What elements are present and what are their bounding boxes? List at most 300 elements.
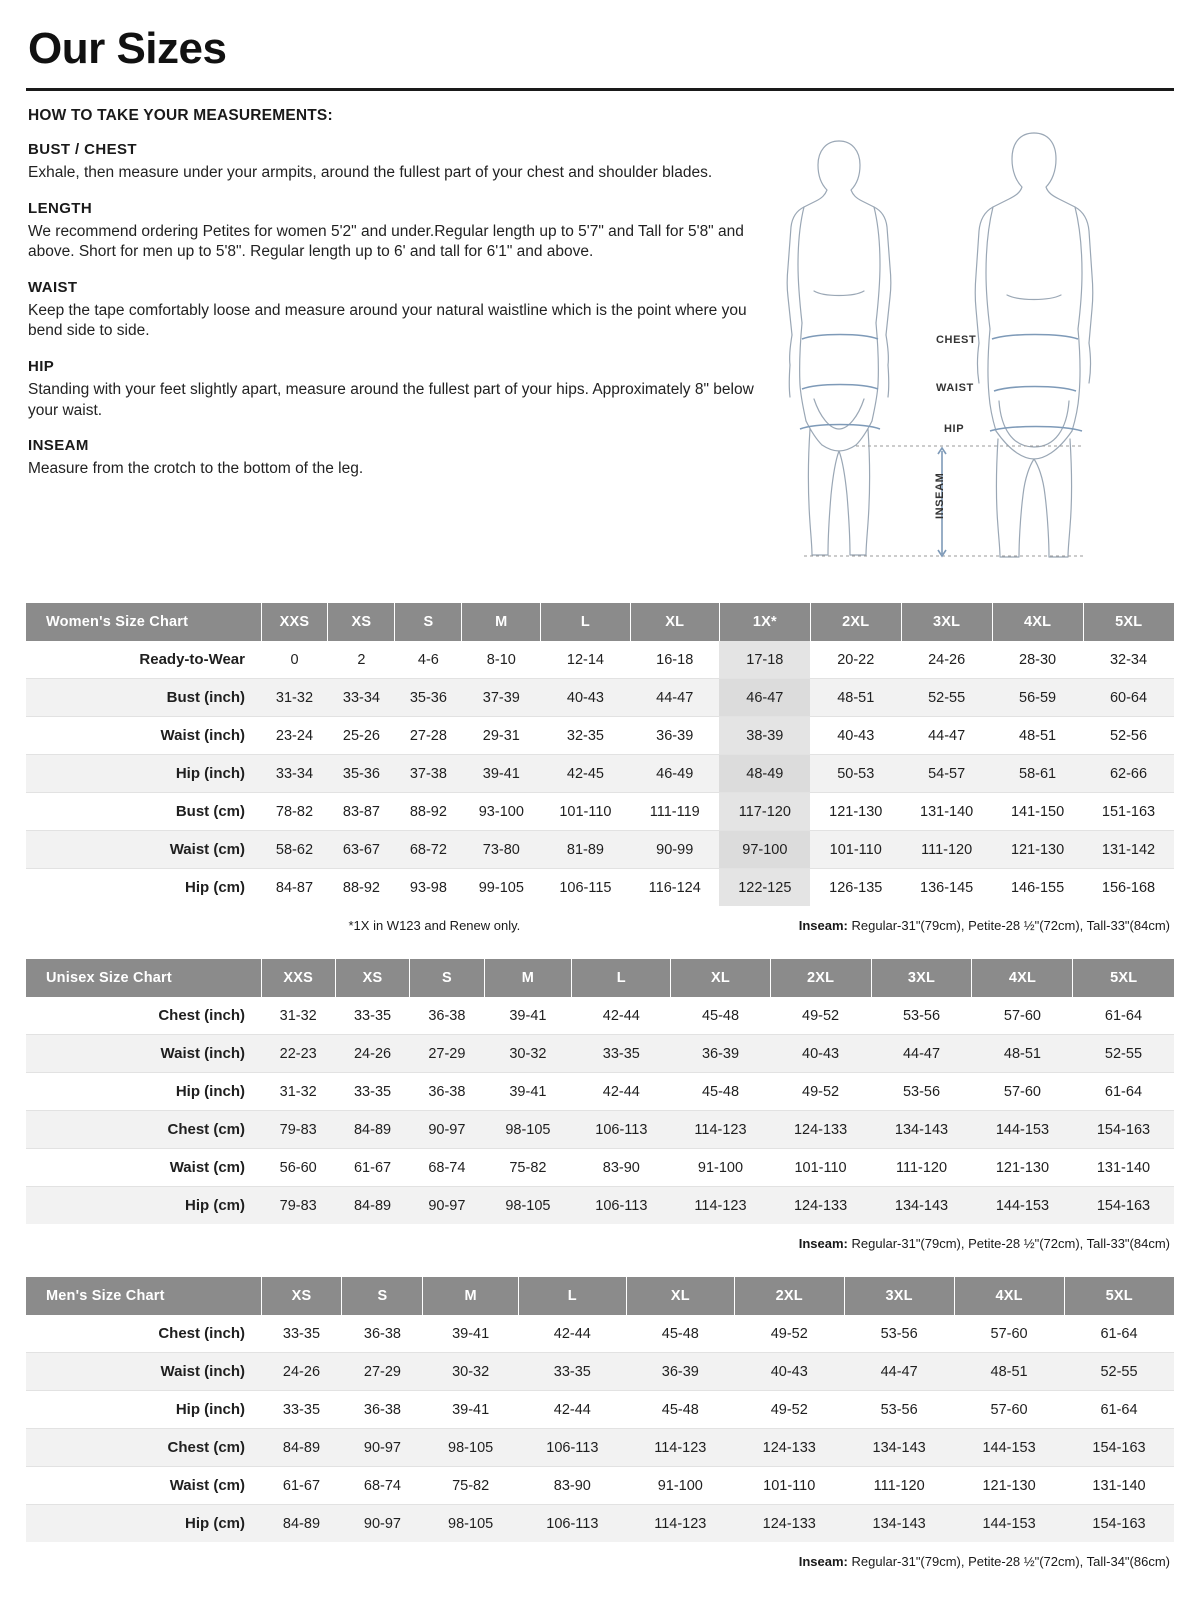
- measurement-cell: 93-100: [462, 793, 541, 831]
- measurement-cell: 38-39: [719, 717, 810, 755]
- measurement-cell: 32-34: [1083, 641, 1174, 679]
- measurement-cell: 131-140: [901, 793, 992, 831]
- measurement-cell: 28-30: [992, 641, 1083, 679]
- table-row: [26, 1073, 1174, 1111]
- measurement-cell: 36-39: [626, 1353, 734, 1391]
- table-row: [26, 1353, 1174, 1391]
- measurement-cell: 33-35: [261, 1315, 342, 1353]
- measurement-cell: 144-153: [954, 1505, 1064, 1543]
- measurement-cell: 58-62: [261, 831, 328, 869]
- row-label: Chest (inch): [26, 997, 261, 1035]
- inseam-note-value: Regular-31"(79cm), Petite-28 ½"(72cm), Tall-33"(84cm): [847, 918, 1170, 933]
- measurement-cell: 22-23: [261, 1035, 335, 1073]
- size-column-header: 3XL: [871, 959, 972, 997]
- womens-chart-header: [26, 603, 1174, 641]
- measurement-cell: 90-97: [342, 1505, 423, 1543]
- measurement-cell: 27-29: [410, 1035, 484, 1073]
- measurement-cell: 27-29: [342, 1353, 423, 1391]
- measurement-instructions: [26, 107, 1174, 577]
- measurement-cell: 93-98: [409, 879, 447, 896]
- measurement-cell: 40-43: [810, 717, 901, 755]
- measurement-cell: 48-51: [992, 717, 1083, 755]
- measurement-cell: 61-67: [335, 1149, 409, 1187]
- measurement-cell: 144-153: [954, 1429, 1064, 1467]
- inseam-label: INSEAM: [934, 472, 946, 519]
- measurement-cell: 33-34: [328, 679, 395, 717]
- section-length: [26, 200, 756, 263]
- page-title: Our Sizes: [28, 24, 227, 73]
- how-to-heading: HOW TO TAKE YOUR MEASUREMENTS:: [28, 107, 333, 124]
- measurement-cell: 60-64: [1083, 679, 1174, 717]
- measurement-cell: 0: [261, 641, 328, 679]
- measurement-cell: 101-110: [810, 831, 901, 869]
- measurement-cell: 20-22: [810, 641, 901, 679]
- unisex-size-chart: [26, 959, 1174, 1224]
- measurement-cell: 24-26: [335, 1035, 409, 1073]
- measurement-cell: 151-163: [1083, 793, 1174, 831]
- measurement-cell: 73-80: [462, 831, 541, 869]
- size-column-header: XS: [335, 959, 409, 997]
- womens-chart-notes: [26, 918, 1174, 933]
- chart-title-cell: Men's Size Chart: [26, 1277, 261, 1315]
- mens-size-chart-block: [26, 1277, 1174, 1569]
- measurement-cell: 144-153: [972, 1187, 1073, 1225]
- size-column-header: 4XL: [972, 959, 1073, 997]
- size-column-header: XS: [261, 1277, 342, 1315]
- measurement-cell: 106-113: [572, 1111, 671, 1149]
- measurement-cell: 98-105: [423, 1429, 518, 1467]
- row-label: Hip (cm): [185, 879, 245, 896]
- measurement-cell: 49-52: [770, 997, 871, 1035]
- measurement-cell: 36-38: [342, 1391, 423, 1429]
- measurement-cell: 45-48: [626, 1315, 734, 1353]
- row-label: Bust (inch): [26, 679, 261, 717]
- measurement-cell: 39-41: [423, 1315, 518, 1353]
- measurement-cell: 154-163: [1073, 1111, 1174, 1149]
- measurement-cell: 48-49: [719, 755, 810, 793]
- measurement-cell: 44-47: [630, 679, 719, 717]
- measurement-cell: 136-145: [920, 879, 974, 896]
- measurement-cell: 4-6: [395, 641, 462, 679]
- row-label: Waist (inch): [26, 1353, 261, 1391]
- measurement-cell: 36-39: [671, 1035, 770, 1073]
- measurement-cell: 31-32: [261, 997, 335, 1035]
- table-row: [26, 1429, 1174, 1467]
- measurement-cell: 84-89: [335, 1187, 409, 1225]
- size-column-header: 4XL: [954, 1277, 1064, 1315]
- measurement-cell: 134-143: [871, 1187, 972, 1225]
- measurement-cell: 90-99: [630, 831, 719, 869]
- measurement-cell: 81-89: [541, 831, 630, 869]
- size-column-header: 3XL: [901, 603, 992, 641]
- measurement-cell: 116-124: [648, 879, 701, 896]
- measurement-cell: 31-32: [261, 679, 328, 717]
- measurement-cell: 124-133: [734, 1429, 844, 1467]
- section-heading: WAIST: [28, 278, 78, 296]
- measurement-cell: 83-90: [572, 1149, 671, 1187]
- measurement-cell: 114-123: [626, 1505, 734, 1543]
- instructions-text-column: [26, 107, 756, 480]
- size-column-header: S: [395, 603, 462, 641]
- measurement-cell: 79-83: [261, 1187, 335, 1225]
- measurement-cell: 39-41: [423, 1391, 518, 1429]
- measurement-cell: 117-120: [719, 793, 810, 831]
- measurement-cell: 144-153: [972, 1111, 1073, 1149]
- measurement-cell: 91-100: [626, 1467, 734, 1505]
- section-inseam: [26, 437, 756, 480]
- inseam-note-label: Inseam:: [798, 1554, 848, 1569]
- measurement-cell: 53-56: [871, 1073, 972, 1111]
- measurement-cell: 90-97: [410, 1187, 484, 1225]
- hip-label: HIP: [944, 423, 965, 435]
- inseam-note-label: Inseam:: [798, 1236, 848, 1251]
- measurement-cell: 134-143: [844, 1505, 954, 1543]
- unisex-size-chart-block: [26, 959, 1174, 1251]
- table-row: [26, 997, 1174, 1035]
- womens-size-chart: [26, 603, 1174, 906]
- row-label: Hip (cm): [26, 1505, 261, 1543]
- measurement-cell: 46-49: [630, 755, 719, 793]
- male-figure: [975, 133, 1093, 557]
- measurement-cell: 90-97: [410, 1111, 484, 1149]
- measurement-cell: 27-28: [395, 717, 462, 755]
- measurement-cell: 126-135: [829, 879, 883, 896]
- measurement-cell: 36-38: [342, 1315, 423, 1353]
- row-label: Hip (inch): [26, 1073, 261, 1111]
- measurement-cell: 48-51: [810, 679, 901, 717]
- table-row: [26, 755, 1174, 793]
- section-heading: INSEAM: [28, 437, 89, 455]
- measurement-cell: 42-44: [572, 1073, 671, 1111]
- size-column-header: XL: [626, 1277, 734, 1315]
- mens-chart-body: [26, 1315, 1174, 1542]
- measurement-cell: 42-44: [518, 1315, 626, 1353]
- measurement-cell: 8-10: [462, 641, 541, 679]
- row-label: Chest (cm): [26, 1429, 261, 1467]
- table-header-row: [26, 959, 1174, 997]
- mens-size-chart: [26, 1277, 1174, 1542]
- measurement-cell: 33-35: [518, 1353, 626, 1391]
- measurement-cell: 24-26: [261, 1353, 342, 1391]
- chart-title-cell: Women's Size Chart: [26, 603, 261, 641]
- size-column-header: S: [342, 1277, 423, 1315]
- measurement-cell: 88-92: [342, 879, 380, 896]
- measurement-cell: 23-24: [261, 717, 328, 755]
- measurement-cell: 52-55: [1073, 1035, 1174, 1073]
- measurement-cell: 48-51: [954, 1353, 1064, 1391]
- measurement-cell: 62-66: [1083, 755, 1174, 793]
- row-label: Waist (inch): [26, 1035, 261, 1073]
- section-body: Keep the tape comfortably loose and measure around your natural waistline which is the point where you bend side to side.: [28, 301, 747, 340]
- womens-footnote: *1X in W123 and Renew only.: [348, 918, 521, 933]
- measurement-cell: 156-168: [1101, 879, 1156, 896]
- size-column-header: M: [462, 603, 541, 641]
- measurement-cell: 39-41: [484, 997, 572, 1035]
- table-row: [26, 1505, 1174, 1543]
- measurement-cell: 84-89: [261, 1505, 342, 1543]
- measurement-cell: 122-125: [719, 869, 810, 907]
- measurement-cell: 33-35: [335, 997, 409, 1035]
- measurement-cell: 33-35: [335, 1073, 409, 1111]
- measurement-cell: 40-43: [541, 679, 630, 717]
- size-column-header: M: [484, 959, 572, 997]
- measurement-cell: 37-38: [395, 755, 462, 793]
- measurement-cell: 56-59: [992, 679, 1083, 717]
- measurement-cell: 111-120: [844, 1467, 954, 1505]
- womens-chart-body: [26, 641, 1174, 906]
- mens-inseam-note: [26, 1554, 1174, 1569]
- measurement-cell: 114-123: [626, 1429, 734, 1467]
- measurement-cell: 131-140: [1064, 1467, 1174, 1505]
- size-column-header: 3XL: [844, 1277, 954, 1315]
- measurement-cell: 50-53: [810, 755, 901, 793]
- measurement-cell: 42-45: [541, 755, 630, 793]
- mens-chart-header: [26, 1277, 1174, 1315]
- female-garment: [814, 291, 864, 429]
- measurement-cell: 106-113: [518, 1505, 626, 1543]
- measurement-cell: 57-60: [954, 1315, 1064, 1353]
- size-column-header: M: [423, 1277, 518, 1315]
- row-label: Chest (cm): [26, 1111, 261, 1149]
- row-label: Chest (inch): [26, 1315, 261, 1353]
- table-row: [26, 1315, 1174, 1353]
- measurement-cell: 45-48: [626, 1391, 734, 1429]
- measurement-cell: 114-123: [671, 1187, 770, 1225]
- measurement-cell: 97-100: [719, 831, 810, 869]
- measurement-cell: 2: [328, 641, 395, 679]
- unisex-chart-body: [26, 997, 1174, 1224]
- measurement-cell: 39-41: [462, 755, 541, 793]
- measurement-cell: 75-82: [423, 1467, 518, 1505]
- measurement-cell: 106-113: [518, 1429, 626, 1467]
- measurement-cell: 121-130: [954, 1467, 1064, 1505]
- measurement-cell: 40-43: [734, 1353, 844, 1391]
- measurement-cell: 124-133: [734, 1505, 844, 1543]
- measurement-cell: 79-83: [261, 1111, 335, 1149]
- section-body: Exhale, then measure under your armpits, around the fullest part of your chest and shoulder blades.: [28, 164, 713, 181]
- size-column-header: XL: [671, 959, 770, 997]
- row-label: Bust (cm): [26, 793, 261, 831]
- measurement-cell: 12-14: [541, 641, 630, 679]
- size-column-header: XL: [630, 603, 719, 641]
- measurement-cell: 54-57: [901, 755, 992, 793]
- size-column-header: 1X*: [719, 603, 810, 641]
- size-column-header: XXS: [261, 959, 335, 997]
- measurement-cell: 134-143: [844, 1429, 954, 1467]
- measurement-cell: 46-47: [719, 679, 810, 717]
- measurement-cell: 154-163: [1064, 1505, 1174, 1543]
- measurement-cell: 39-41: [484, 1073, 572, 1111]
- body-measurement-diagram: [784, 99, 1164, 569]
- inseam-note-value: Regular-31"(79cm), Petite-28 ½"(72cm), Tall-34"(86cm): [847, 1554, 1170, 1569]
- measurement-cell: 33-34: [261, 755, 328, 793]
- measurement-cell: 121-130: [810, 793, 901, 831]
- measurement-cell: 101-110: [770, 1149, 871, 1187]
- measurement-cell: 91-100: [671, 1149, 770, 1187]
- table-row: [26, 1187, 1174, 1225]
- row-label: Hip (cm): [26, 1187, 261, 1225]
- measurement-cell: 61-64: [1064, 1391, 1174, 1429]
- section-heading: HIP: [28, 358, 55, 376]
- womens-inseam-note: [799, 918, 1170, 933]
- measurement-cell: 35-36: [328, 755, 395, 793]
- measurement-cell: 68-74: [410, 1149, 484, 1187]
- row-label: Waist (cm): [26, 1149, 261, 1187]
- row-label: Waist (inch): [26, 717, 261, 755]
- measurement-cell: 61-67: [261, 1467, 342, 1505]
- section-body: We recommend ordering Petites for women 5'2" and under.Regular length up to 5'7" and Tall for 5'8" and above. Short for men up to 5'8". Regular length up to 6' and tall for 6'1" and above.: [28, 222, 744, 261]
- section-body: Measure from the crotch to the bottom of the leg.: [28, 460, 364, 478]
- measurement-cell: 53-56: [844, 1315, 954, 1353]
- measurement-cell: 63-67: [328, 831, 395, 869]
- table-header-row: [26, 603, 1174, 641]
- measurement-cell: 131-142: [1083, 831, 1174, 869]
- measurement-cell: 68-74: [342, 1467, 423, 1505]
- measurement-cell: 154-163: [1073, 1187, 1174, 1225]
- measurement-cell: 61-64: [1073, 1073, 1174, 1111]
- measurement-cell: 30-32: [423, 1353, 518, 1391]
- measurement-cell: 124-133: [770, 1111, 871, 1149]
- measurement-cell: 57-60: [972, 997, 1073, 1035]
- womens-size-chart-block: [26, 603, 1174, 933]
- measurement-cell: 121-130: [992, 831, 1083, 869]
- measurement-cell: 45-48: [671, 1073, 770, 1111]
- measurement-cell: 25-26: [328, 717, 395, 755]
- measurement-cell: 131-140: [1073, 1149, 1174, 1187]
- row-label: Waist (cm): [26, 831, 261, 869]
- size-column-header: S: [410, 959, 484, 997]
- measurement-cell: 68-72: [395, 831, 462, 869]
- measurement-cell: 84-89: [335, 1111, 409, 1149]
- chart-title-cell: Unisex Size Chart: [26, 959, 261, 997]
- section-hip: [26, 358, 756, 421]
- row-label: Waist (cm): [26, 1467, 261, 1505]
- unisex-chart-header: [26, 959, 1174, 997]
- measurement-cell: 44-47: [844, 1353, 954, 1391]
- measurement-cell: 141-150: [992, 793, 1083, 831]
- size-column-header: 2XL: [810, 603, 901, 641]
- measurement-cell: 40-43: [770, 1035, 871, 1073]
- table-row: [26, 717, 1174, 755]
- size-column-header: L: [518, 1277, 626, 1315]
- female-figure: [787, 141, 891, 555]
- measurement-cell: 146-155: [1010, 879, 1065, 896]
- measurement-cell: 84-89: [261, 1429, 342, 1467]
- measurement-cell: 44-47: [901, 717, 992, 755]
- measurement-cell: 49-52: [734, 1315, 844, 1353]
- measurement-cell: 99-105: [478, 879, 524, 896]
- table-row: [26, 679, 1174, 717]
- chest-label: CHEST: [936, 334, 977, 346]
- measurement-cell: 53-56: [844, 1391, 954, 1429]
- measurement-cell: 78-82: [261, 793, 328, 831]
- measurement-cell: 32-35: [541, 717, 630, 755]
- section-bust-chest: [26, 141, 756, 184]
- measurement-cell: 35-36: [395, 679, 462, 717]
- table-row: [26, 831, 1174, 869]
- measurement-cell: 49-52: [770, 1073, 871, 1111]
- measurement-cell: 154-163: [1064, 1429, 1174, 1467]
- inseam-note-label: Inseam:: [798, 918, 848, 933]
- measurement-cell: 36-39: [630, 717, 719, 755]
- measurement-cell: 121-130: [972, 1149, 1073, 1187]
- measurement-cell: 98-105: [423, 1505, 518, 1543]
- measurement-cell: 29-31: [462, 717, 541, 755]
- measurement-cell: 56-60: [261, 1149, 335, 1187]
- table-header-row: [26, 1277, 1174, 1315]
- size-column-header: 5XL: [1073, 959, 1174, 997]
- measurement-cell: 16-18: [630, 641, 719, 679]
- section-waist: [26, 279, 756, 342]
- measurement-cell: 134-143: [871, 1111, 972, 1149]
- measurement-cell: 84-87: [275, 879, 314, 896]
- measurement-cell: 37-39: [462, 679, 541, 717]
- measurement-cell: 52-55: [901, 679, 992, 717]
- measurement-cell: 33-35: [572, 1035, 671, 1073]
- size-column-header: XXS: [261, 603, 328, 641]
- measurement-cell: 48-51: [972, 1035, 1073, 1073]
- section-body: Standing with your feet slightly apart, measure around the fullest part of your hips. Approximately 8" below your waist.: [28, 381, 754, 419]
- measurement-cell: 52-56: [1083, 717, 1174, 755]
- size-column-header: 4XL: [992, 603, 1083, 641]
- measurement-cell: 124-133: [770, 1187, 871, 1225]
- measurement-cell: 101-110: [541, 793, 630, 831]
- measurement-cell: 53-56: [871, 997, 972, 1035]
- size-column-header: 5XL: [1083, 603, 1174, 641]
- waist-label: WAIST: [936, 382, 974, 394]
- measurement-cell: 42-44: [572, 997, 671, 1035]
- table-row: [26, 1035, 1174, 1073]
- table-row: [26, 1391, 1174, 1429]
- measurement-cell: 30-32: [484, 1035, 572, 1073]
- measurement-cell: 57-60: [972, 1073, 1073, 1111]
- measurement-cell: 111-119: [630, 793, 719, 831]
- measurement-cell: 88-92: [395, 793, 462, 831]
- row-label: Ready-to-Wear: [26, 641, 261, 679]
- title-divider: [26, 88, 1174, 91]
- table-row: [26, 793, 1174, 831]
- measurement-cell: 36-38: [410, 1073, 484, 1111]
- measurement-cell: 24-26: [901, 641, 992, 679]
- measurement-cell: 61-64: [1073, 997, 1174, 1035]
- table-row: [26, 1149, 1174, 1187]
- measurement-cell: 106-113: [572, 1187, 671, 1225]
- size-column-header: L: [572, 959, 671, 997]
- measurement-cell: 36-38: [410, 997, 484, 1035]
- size-column-header: XS: [328, 603, 395, 641]
- measurement-cell: 75-82: [484, 1149, 572, 1187]
- measurement-cell: 52-55: [1064, 1353, 1174, 1391]
- measurement-cell: 111-120: [871, 1149, 972, 1187]
- table-row: [26, 1111, 1174, 1149]
- measurement-cell: 114-123: [671, 1111, 770, 1149]
- male-garment: [999, 295, 1069, 447]
- row-label: Hip (inch): [26, 1391, 261, 1429]
- measurement-cell: 17-18: [719, 641, 810, 679]
- measurement-cell: 33-35: [261, 1391, 342, 1429]
- measurement-cell: 42-44: [518, 1391, 626, 1429]
- section-heading: LENGTH: [28, 199, 93, 217]
- section-heading: BUST / CHEST: [28, 141, 137, 158]
- table-row: [26, 641, 1174, 679]
- measurement-cell: 106-115: [559, 879, 612, 896]
- size-column-header: L: [541, 603, 630, 641]
- measurement-cell: 111-120: [901, 831, 992, 869]
- measurement-cell: 31-32: [261, 1073, 335, 1111]
- measurement-cell: 98-105: [484, 1187, 572, 1225]
- measurement-cell: 44-47: [871, 1035, 972, 1073]
- measurement-cell: 45-48: [671, 997, 770, 1035]
